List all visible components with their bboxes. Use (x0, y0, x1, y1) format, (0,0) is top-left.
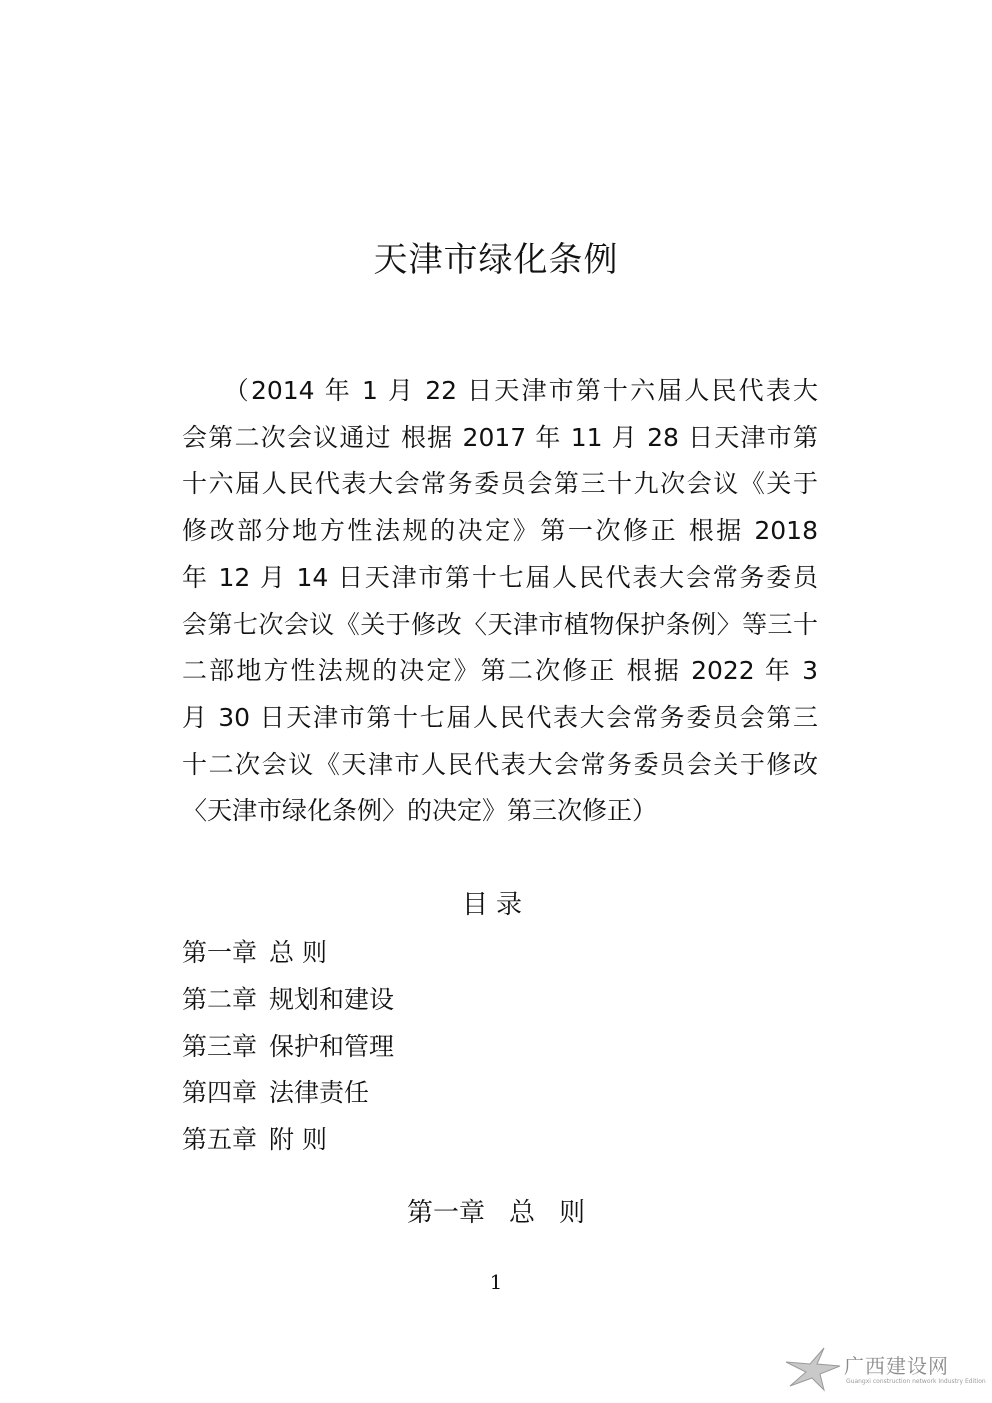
preamble-line: 〈天津市绿化条例〉的决定》第三次修正） (182, 796, 658, 826)
toc-heading: 目录 (461, 890, 530, 920)
preamble-line: 会第七次会议《关于修改〈天津市植物保护条例〉等三十 (182, 609, 818, 639)
toc-item-number: 第二章 (182, 984, 258, 1014)
table-of-contents (182, 930, 394, 1164)
toc-item (182, 1117, 394, 1164)
toc-item (182, 1024, 394, 1071)
toc-item (182, 977, 394, 1024)
chapter-title-part: 总 (508, 1198, 535, 1228)
toc-item-number: 第四章 (182, 1078, 258, 1108)
preamble-line: 二部地方性法规的决定》第二次修正 根据 2022 年 3 (182, 656, 818, 686)
star-logo-icon (784, 1346, 842, 1392)
preamble-line: 会第二次会议通过 根据 2017 年 11 月 28 日天津市第 (182, 422, 818, 452)
toc-item-number: 第五章 (182, 1125, 258, 1155)
toc-item-title: 规划和建设 (269, 984, 395, 1014)
toc-item-title: 附 则 (269, 1125, 327, 1155)
preamble-line: 月 30 日天津市第十七届人民代表大会常务委员会第三 (182, 702, 818, 732)
preamble-line: 十二次会议《天津市人民代表大会常务委员会关于修改 (182, 749, 818, 779)
watermark (784, 1346, 984, 1396)
watermark-subtitle: Guangxi construction network Industry Edition (846, 1378, 986, 1385)
toc-item (182, 1070, 394, 1117)
toc-item-title: 法律责任 (269, 1078, 370, 1108)
preamble-line: 年 12 月 14 日天津市第十七届人民代表大会常务委员 (182, 562, 818, 592)
toc-item-title: 保护和管理 (269, 1031, 395, 1061)
chapter-title-part: 则 (559, 1198, 586, 1228)
chapter-heading (0, 1192, 992, 1229)
preamble-line: （2014 年 1 月 22 日天津市第十六届人民代表大 (182, 376, 818, 405)
page-number: 1 (489, 1270, 503, 1294)
chapter-number: 第一章 (406, 1198, 485, 1228)
preamble (182, 368, 818, 835)
preamble-line: 十六届人民代表大会常务委员会第三十九次会议《关于 (182, 469, 818, 499)
preamble-line: 修改部分地方性法规的决定》第一次修正 根据 2018 (182, 516, 818, 546)
document-title: 天津市绿化条例 (373, 240, 619, 280)
toc-item (182, 930, 394, 977)
toc-item-title: 总 则 (269, 938, 327, 967)
toc-item-number: 第一章 (182, 938, 258, 967)
toc-item-number: 第三章 (182, 1031, 258, 1061)
watermark-name: 广西建设网 (844, 1354, 949, 1378)
